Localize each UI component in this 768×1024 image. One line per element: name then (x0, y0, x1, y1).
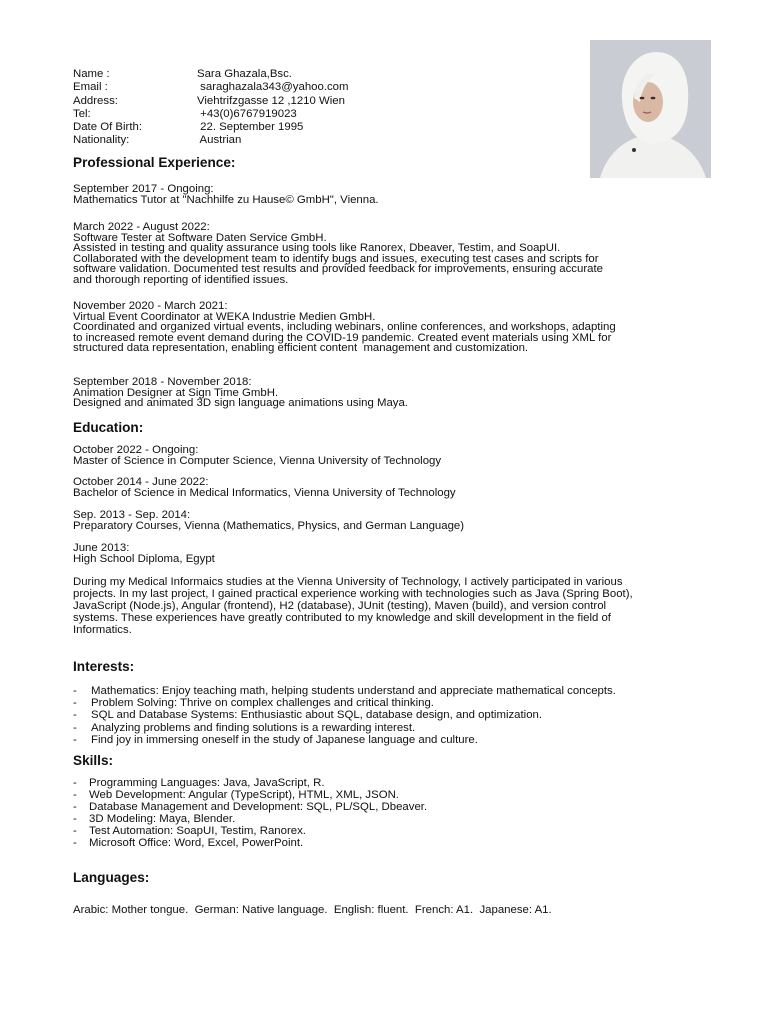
experience-line: Animation Designer at Sign Time GmbH. (73, 386, 279, 399)
info-label: Tel: (73, 107, 91, 120)
education-entry (73, 445, 698, 466)
info-value: Sara Ghazala,Bsc. (197, 68, 292, 80)
portrait-illustration (590, 40, 711, 178)
summary-line: systems. These experiences have greatly contributed to my knowledge and skill development in the field of (73, 611, 611, 624)
list-marker: - (73, 709, 77, 722)
summary-line: JavaScript (Node.js), Angular (frontend), H2 (database), JUnit (testing), Maven (build), and version control (73, 599, 607, 612)
list-marker: - (73, 733, 77, 746)
experience-date: March 2022 - August 2022: (73, 221, 210, 233)
heading-interests: Interests: (73, 659, 135, 674)
info-label: Nationality: (73, 134, 130, 147)
experience-line: structured data representation, enabling efficient content management and customization. (73, 342, 529, 355)
skill-text: 3D Modeling: Maya, Blender. (89, 812, 236, 825)
info-row-address (73, 95, 349, 108)
skills-list (73, 778, 427, 849)
list-item (73, 814, 427, 826)
experience-line: Virtual Event Coordinator at WEKA Industrie Medien GmbH. (73, 310, 376, 323)
summary-line: Informatics. (73, 623, 132, 636)
list-marker: - (73, 824, 77, 837)
experience-entry (73, 377, 698, 409)
heading-experience: Professional Experience: (73, 155, 236, 170)
summary-line: During my Medical Informaics studies at the Vienna University of Technology, I actively participated in various (73, 576, 623, 588)
list-item (73, 685, 616, 697)
info-label: Address: (73, 94, 118, 107)
interest-text: Mathematics: Enjoy teaching math, helping students understand and appreciate mathematical concepts. (91, 685, 616, 697)
education-entry (73, 543, 698, 564)
info-value: Austrian (197, 134, 242, 147)
experience-entry (73, 222, 698, 286)
profile-photo (590, 40, 711, 178)
experience-line: to increased remote event demand during the COVID-19 pandemic. Created event materials using XML for (73, 331, 612, 344)
interest-text: SQL and Database Systems: Enthusiastic about SQL, database design, and optimization. (91, 709, 543, 722)
list-marker: - (73, 685, 77, 697)
list-marker: - (73, 788, 77, 801)
info-label: Date Of Birth: (73, 121, 143, 134)
list-item (73, 802, 427, 814)
info-value: Viehtrifzgasse 12 ,1210 Wien (197, 94, 345, 107)
experience-entry (73, 184, 698, 205)
education-date: June 2013: (73, 542, 130, 554)
interest-text: Analyzing problems and finding solutions is a rewarding interest. (91, 721, 416, 734)
experience-date: September 2018 - November 2018: (73, 376, 252, 388)
list-marker: - (73, 812, 77, 825)
education-entry (73, 477, 698, 498)
info-row-name (73, 68, 349, 81)
info-row-dob (73, 121, 349, 134)
languages-text: Arabic: Mother tongue. German: Native language. English: fluent. French: A1. Japanese: A1. (73, 904, 552, 916)
heading-education: Education: (73, 420, 144, 435)
skill-text: Programming Languages: Java, JavaScript, R. (89, 777, 325, 789)
interest-text: Find joy in immersing oneself in the study of Japanese language and culture. (91, 733, 478, 746)
experience-line: Coordinated and organized virtual events, including webinars, online conferences, and workshops, adapting (73, 321, 616, 334)
list-item (73, 838, 427, 850)
education-line: Master of Science in Computer Science, Vienna University of Technology (73, 454, 442, 467)
list-item (73, 734, 616, 746)
education-date: October 2014 - June 2022: (73, 476, 209, 488)
education-line: Preparatory Courses, Vienna (Mathematics, Physics, and German Language) (73, 519, 465, 532)
list-marker: - (73, 697, 77, 710)
list-item (73, 697, 616, 709)
experience-entry (73, 301, 698, 354)
experience-date: September 2017 - Ongoing: (73, 183, 214, 195)
heading-languages: Languages: (73, 870, 150, 885)
experience-line: software validation. Documented test results and provided feedback for improvements, ensuring accurate (73, 263, 603, 276)
list-item (73, 709, 616, 721)
education-line: Bachelor of Science in Medical Informatics, Vienna University of Technology (73, 486, 456, 499)
personal-info (73, 68, 349, 148)
heading-skills: Skills: (73, 753, 114, 768)
education-date: Sep. 2013 - Sep. 2014: (73, 509, 191, 521)
interests-list (73, 685, 616, 746)
list-marker: - (73, 777, 77, 789)
experience-date: November 2020 - March 2021: (73, 300, 228, 312)
info-value: saraghazala343@yahoo.com (197, 81, 349, 94)
list-item (73, 826, 427, 838)
skill-text: Test Automation: SoapUI, Testim, Ranorex. (89, 824, 306, 837)
experience-line: Collaborated with the development team to identify bugs and issues, executing test cases and scripts for (73, 252, 599, 265)
interest-text: Problem Solving: Thrive on complex challenges and critical thinking. (91, 697, 434, 710)
skill-text: Web Development: Angular (TypeScript), HTML, XML, JSON. (89, 788, 399, 801)
list-marker: - (73, 800, 77, 813)
education-summary (73, 577, 703, 637)
skill-text: Microsoft Office: Word, Excel, PowerPoint. (89, 836, 304, 849)
experience-line: Designed and animated 3D sign language animations using Maya. (73, 397, 408, 410)
skill-text: Database Management and Development: SQL, PL/SQL, Dbeaver. (89, 800, 428, 813)
info-row-nationality (73, 134, 349, 147)
info-label: Email : (73, 81, 108, 94)
education-date: October 2022 - Ongoing: (73, 444, 199, 456)
education-line: High School Diploma, Egypt (73, 552, 215, 565)
info-value: +43(0)6767919023 (197, 107, 297, 120)
experience-line: Software Tester at Software Daten Service GmbH. (73, 231, 327, 244)
info-row-tel (73, 108, 349, 121)
info-row-email (73, 81, 349, 94)
list-marker: - (73, 836, 77, 849)
summary-line: projects. In my last project, I gained practical experience working with technologies such as Java (Spring Boot), (73, 587, 633, 600)
experience-line: Mathematics Tutor at "Nachhilfe zu Hause© GmbH", Vienna. (73, 193, 379, 206)
education-entry (73, 510, 698, 531)
list-marker: - (73, 721, 77, 734)
info-value: 22. September 1995 (197, 121, 304, 134)
experience-line: Assisted in testing and quality assurance using tools like Ranorex, Dbeaver, Testim, and SoapUI. (73, 242, 561, 255)
info-label: Name : (73, 68, 110, 80)
list-item (73, 722, 616, 734)
experience-line: and thorough reporting of identified issues. (73, 273, 289, 286)
